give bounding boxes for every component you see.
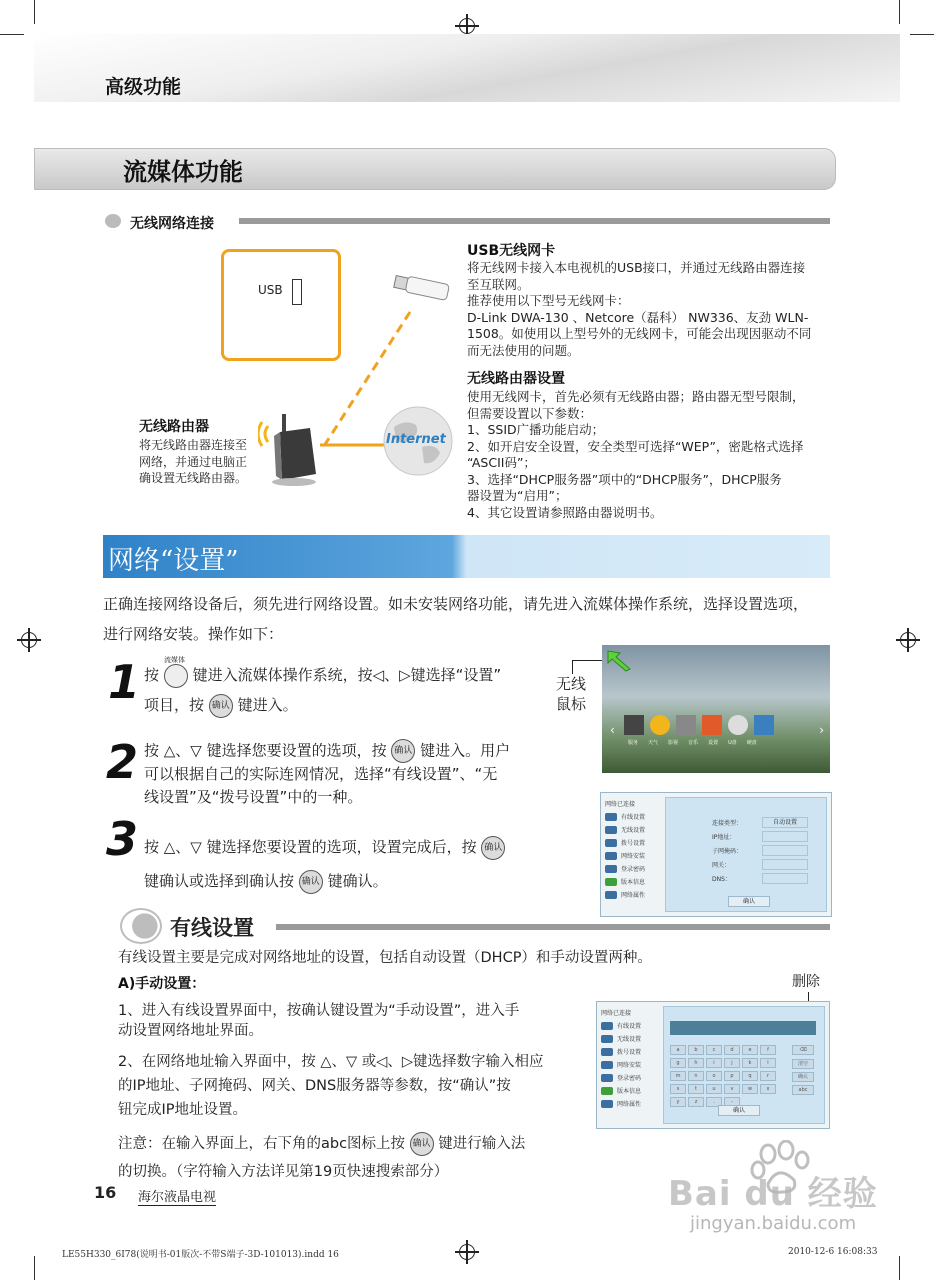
crop-line (34, 0, 35, 24)
app-icon[interactable] (754, 715, 774, 735)
divider (276, 924, 830, 930)
bullet-icon (120, 908, 162, 944)
keyboard-key[interactable]: h (688, 1058, 704, 1068)
dns-input[interactable] (762, 873, 808, 884)
keyboard-key[interactable]: n (688, 1071, 704, 1081)
menu-item[interactable]: 登录密码 (605, 862, 661, 875)
keyboard-key[interactable]: - (724, 1097, 740, 1107)
keyboard-key[interactable]: w (742, 1084, 758, 1094)
keyboard-key[interactable]: t (688, 1084, 704, 1094)
ok-button[interactable]: 确认 (718, 1105, 760, 1116)
keyboard-key[interactable]: r (760, 1071, 776, 1081)
keyboard-key[interactable]: c (706, 1045, 722, 1055)
keyboard-key[interactable]: j (724, 1058, 740, 1068)
wireless-mouse-label: 无线 鼠标 (556, 675, 587, 713)
registration-mark-left (21, 632, 37, 648)
abc-key[interactable]: abc (792, 1085, 814, 1095)
step-2-text: 按 △、▽ 键选择您要设置的选项，按 确认 键进入。用户 可以根据自己的实际连网情况，选择“有线设置”、“无 线设置”及“拨号设置”中的一种。 (144, 739, 554, 809)
cursor-arrow-icon (606, 649, 634, 673)
crop-line (910, 34, 934, 35)
file-info: LE55H330_6I78(说明书-01版次-不带S端子-3D-101013).indd 16 (62, 1250, 339, 1260)
wired-para2: 2、在网络地址输入界面中，按 △、▽ 或◁、▷键选择数字输入相应 的IP地址、子网掩码、网关、DNS服务器等参数，按“确认”按 钮完成IP地址设置。 (118, 1054, 544, 1118)
step-number: 2 (106, 735, 139, 789)
manual-setup-title: A)手动设置： (118, 976, 206, 992)
app-icon[interactable] (650, 715, 670, 735)
wired-intro: 有线设置主要是完成对网络地址的设置，包括自动设置（DHCP）和手动设置两种。 (118, 950, 652, 966)
internet-label: Internet (386, 432, 446, 447)
registration-mark-right (900, 632, 916, 648)
bullet-icon (105, 214, 121, 228)
keyboard-key[interactable]: v (724, 1084, 740, 1094)
usb-card-title: USB无线网卡 (467, 243, 556, 259)
router-title: 无线路由器 (139, 419, 209, 435)
gateway-label: 网关： (712, 862, 731, 869)
confirm-key[interactable]: 确认 (792, 1072, 814, 1082)
mask-input[interactable] (762, 845, 808, 856)
section-title: 高级功能 (105, 76, 182, 98)
app-icon[interactable] (676, 715, 696, 735)
connection-line (318, 438, 392, 452)
usb-dongle-icon (390, 272, 452, 306)
conn-type-select[interactable]: 自动设置 (762, 817, 808, 828)
stream-home-screen (602, 645, 830, 773)
delete-label: 删除 (792, 974, 820, 990)
menu-title: 网络已连接 (605, 801, 636, 808)
menu-item[interactable]: 拨号设置 (605, 836, 661, 849)
keyboard-key[interactable]: l (760, 1058, 776, 1068)
menu-item[interactable]: 网络安装 (605, 849, 661, 862)
menu-item[interactable]: 网络属性 (605, 888, 661, 901)
router-setup-text: 使用无线网卡，首先必须有无线路由器；路由器无型号限制， 但需要设置以下参数： 1、SSID广播功能启动； 2、如开启安全设置，安全类型可选择“WEP”，密匙格式选择 “ASCII码”； 3、选择“DHCP服务器”项中的“DHCP服务”，DHCP服务 器设置为“启用”； 4、其它设置请参照路由器说明书。 (467, 389, 805, 520)
conn-type-label: 连接类型： (712, 820, 743, 827)
app-icon[interactable] (702, 715, 722, 735)
wired-heading: 有线设置 (170, 916, 254, 940)
keyboard-key[interactable]: x (760, 1084, 776, 1094)
keyboard-key[interactable]: m (670, 1071, 686, 1081)
keyboard-key[interactable]: b (688, 1045, 704, 1055)
registration-mark-top (459, 18, 475, 34)
clear-key[interactable]: 清空 (792, 1059, 814, 1069)
confirm-button-icon: 确认 (299, 870, 323, 894)
step-1-text: 按 键进入流媒体操作系统，按◁、▷键选择“设置” 项目，按 确认 键进入。 (144, 660, 544, 720)
keyboard-key[interactable]: y (670, 1097, 686, 1107)
app-labels: 服务 天气 影视 音乐 设置 U盘 硬盘 (628, 740, 757, 746)
crop-line (899, 1256, 900, 1280)
crop-line (899, 0, 900, 24)
step-3-text: 按 △、▽ 键选择您要设置的选项，设置完成后，按 确认 键确认或选择到确认按 确认 键确认。 (144, 830, 564, 898)
keyboard-key[interactable]: p (724, 1071, 740, 1081)
menu-item[interactable]: 网络属性 (601, 1097, 657, 1110)
stream-media-button-icon (164, 664, 188, 688)
network-intro: 正确连接网络设备后，须先进行网络设置。如未安装网络功能，请先进入流媒体操作系统，选择设置选项， 进行网络安装。操作如下： (103, 595, 809, 643)
brand-name: 海尔液晶电视 (138, 1186, 216, 1206)
dns-label: DNS： (712, 876, 731, 883)
registration-mark-bottom (459, 1244, 475, 1260)
usb-card-text: 将无线网卡接入本电视机的USB接口，并通过无线路由器连接 至互联网。 推荐使用以下型号无线网卡： D-Link DWA-130 、Netcore（磊科） NW336、友劲 WLN- 1508。如使用以上型号外的无线网卡，可能会出现因驱动不同 而无法使用的问题。 (467, 260, 812, 358)
print-date: 2010-12-6 16:08:33 (788, 1247, 878, 1257)
network-banner-title: 网络“设置” (108, 546, 239, 576)
keyboard-key[interactable]: d (724, 1045, 740, 1055)
watermark-url: jingyan.baidu.com (690, 1213, 857, 1234)
delete-key[interactable]: ⌫ (792, 1045, 814, 1055)
menu-item[interactable]: 有线设置 (601, 1019, 657, 1032)
confirm-button-icon: 确认 (410, 1132, 434, 1156)
wired-note: 注意：在输入界面上，右下角的abc图标上按 确认 键进行输入法 的切换。（字符输入方法详见第19页快速搜索部分） (118, 1130, 525, 1186)
menu-item[interactable]: 无线设置 (601, 1032, 657, 1045)
app-icon[interactable] (624, 715, 644, 735)
keyboard-key[interactable]: z (688, 1097, 704, 1107)
keyboard-key[interactable]: o (706, 1071, 722, 1081)
keyboard-key[interactable]: q (742, 1071, 758, 1081)
confirm-button-icon: 确认 (391, 739, 415, 763)
wireless-heading: 无线网络连接 (130, 216, 214, 232)
menu-item[interactable]: 版本信息 (605, 875, 661, 888)
wired-para1: 1、进入有线设置界面中，按确认键设置为“手动设置”，进入手 动设置网络地址界面。 (118, 1003, 520, 1039)
keyboard-key[interactable]: s (670, 1084, 686, 1094)
page-number: 16 (94, 1183, 117, 1202)
keyboard-key[interactable]: k (742, 1058, 758, 1068)
menu-item[interactable]: 网络安装 (601, 1058, 657, 1071)
divider (239, 218, 830, 224)
menu-item[interactable]: 版本信息 (601, 1084, 657, 1097)
keyboard (670, 1045, 786, 1107)
ip-entry-field[interactable] (670, 1021, 816, 1035)
step-number: 3 (106, 812, 139, 866)
confirm-button-icon: 确认 (481, 836, 505, 860)
router-text: 将无线路由器连接至 网络，并通过电脑正 确设置无线路由器。 (139, 438, 248, 485)
menu-item[interactable]: 无线设置 (605, 823, 661, 836)
ok-button[interactable]: 确认 (728, 896, 770, 907)
app-icon[interactable] (728, 715, 748, 735)
chevron-right-icon[interactable]: › (819, 723, 824, 737)
keyboard-key[interactable]: . (706, 1097, 722, 1107)
menu-item[interactable]: 有线设置 (605, 810, 661, 823)
crop-line (34, 1256, 35, 1280)
chevron-left-icon[interactable]: ‹ (610, 723, 615, 737)
crop-line (0, 34, 24, 35)
callout-line (572, 660, 573, 674)
keyboard-key[interactable]: u (706, 1084, 722, 1094)
ip-label: IP地址： (712, 834, 736, 841)
step-number: 1 (108, 655, 141, 709)
keyboard-key[interactable]: a (670, 1045, 686, 1055)
menu-title: 网络已连接 (601, 1010, 632, 1017)
page-title: 流媒体功能 (123, 158, 243, 186)
menu-item[interactable]: 拨号设置 (601, 1045, 657, 1058)
confirm-button-icon: 确认 (209, 694, 233, 718)
menu-item[interactable]: 登录密码 (601, 1071, 657, 1084)
watermark-logo: Bai du 经验 (668, 1174, 878, 1214)
router-icon (258, 414, 320, 486)
usb-port-label: USB (258, 283, 283, 297)
keyboard-key[interactable]: i (706, 1058, 722, 1068)
app-row (624, 715, 774, 735)
ip-input-screen (596, 1001, 830, 1129)
usb-port-icon (292, 279, 302, 305)
router-setup-title: 无线路由器设置 (467, 371, 565, 387)
mask-label: 子网掩码： (712, 848, 743, 855)
keyboard-key[interactable]: g (670, 1058, 686, 1068)
ip-input[interactable] (762, 831, 808, 842)
keyboard-key[interactable]: e (742, 1045, 758, 1055)
stream-button-label: 流媒体 (164, 656, 185, 664)
gateway-input[interactable] (762, 859, 808, 870)
network-settings-screen (600, 792, 832, 917)
keyboard-key[interactable]: f (760, 1045, 776, 1055)
